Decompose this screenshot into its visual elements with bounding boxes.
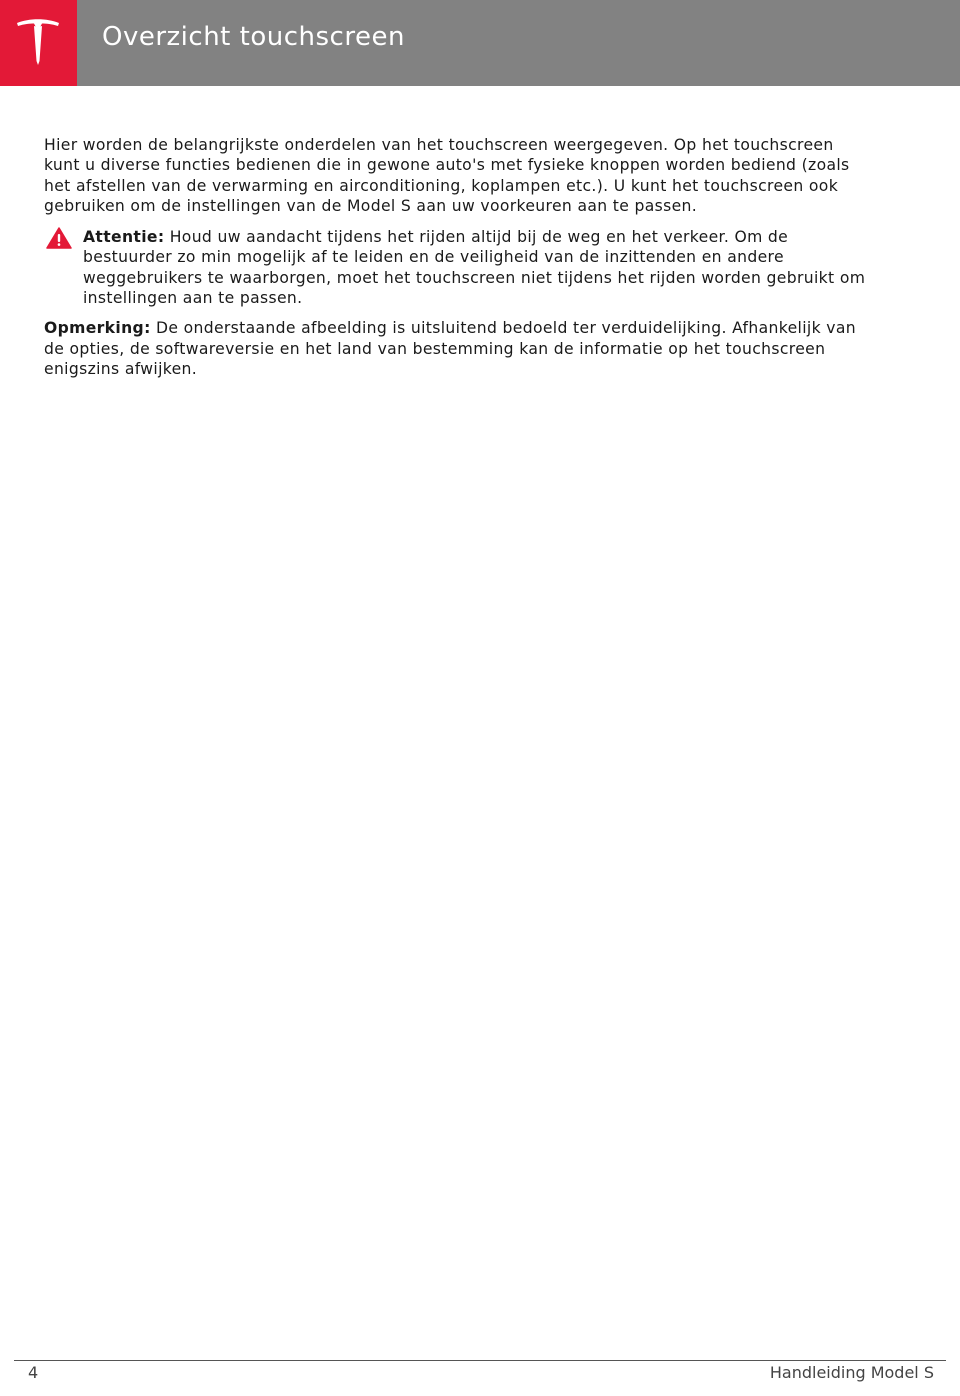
note-label: Opmerking: <box>44 319 151 338</box>
tesla-logo-icon <box>13 17 63 67</box>
note-paragraph <box>44 318 874 379</box>
warning-text: Houd uw aandacht tijdens het rijden altijd bij de weg en het verkeer. Om de bestuurder zo min mogelijk af te leiden en de veiligheid van de inzittenden en andere weggebruikers te waarborgen, moet het touchscreen niet tijdens het rijden worden gebruikt om instellingen aan te passen. <box>83 228 866 308</box>
footer-title: Handleiding Model S <box>769 1363 934 1382</box>
warning-block <box>44 227 874 308</box>
note-text: De onderstaande afbeelding is uitsluitend bedoeld ter verduidelijking. Afhankelijk van de opties, de softwareversie en het land van bestemming kan de informatie op het touchscreen enigszins afwijken. <box>44 319 856 378</box>
warning-label: Attentie: <box>83 228 165 247</box>
main-content <box>44 135 874 379</box>
logo-box <box>0 0 77 86</box>
page-title: Overzicht touchscreen <box>102 22 405 52</box>
footer-divider <box>14 1360 946 1361</box>
page-header <box>0 0 960 86</box>
page-number: 4 <box>28 1363 39 1382</box>
intro-paragraph: Hier worden de belangrijkste onderdelen van het touchscreen weergegeven. Op het touchscreen kunt u diverse functies bedienen die in gewone auto's met fysieke knoppen worden bediend (zoals het afstellen van de verwarming en airconditioning, koplampen etc.). U kunt het touchscreen ook gebruiken om de instellingen van de Model S aan uw voorkeuren aan te passen. <box>44 136 850 215</box>
warning-paragraph <box>83 227 874 308</box>
warning-triangle-icon <box>46 227 72 249</box>
